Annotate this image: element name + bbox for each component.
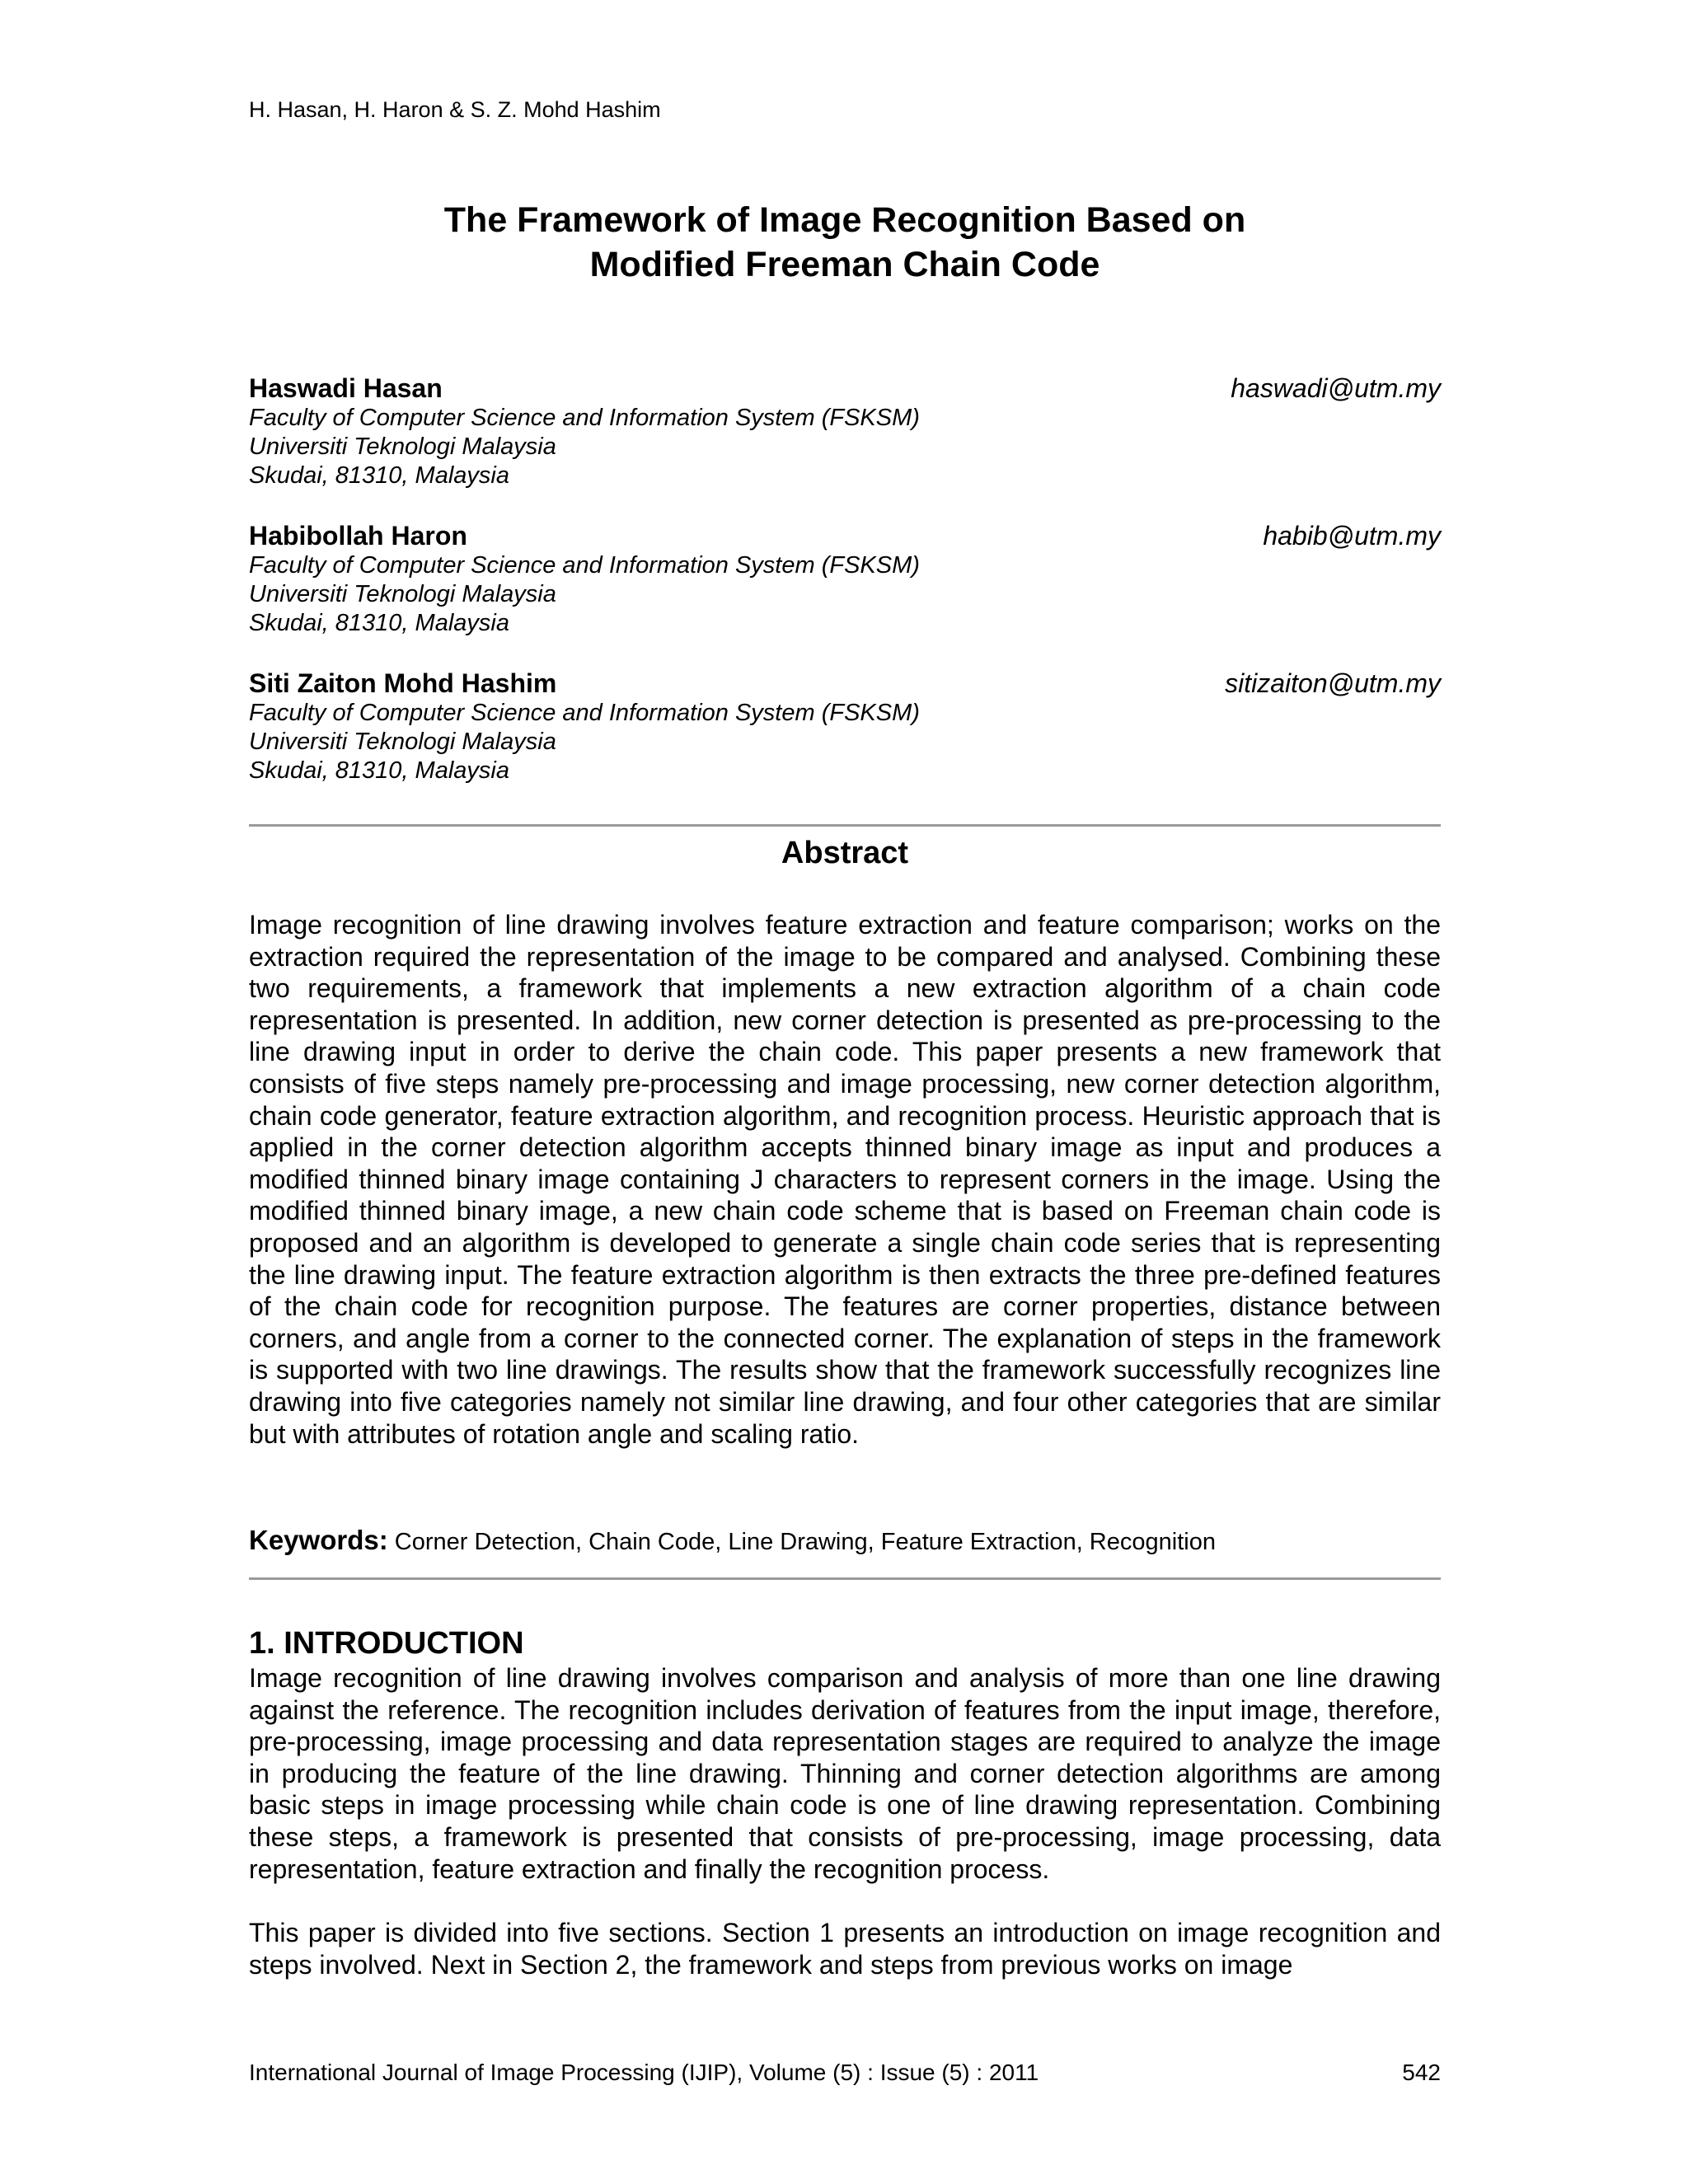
introduction-paragraph-1: Image recognition of line drawing involves comparison and analysis of more than one line drawing against the reference. The recognition includes derivation of features from the input image, therefore, pre-processing, image processing and data representation stages are required to analyze the image in producing the feature of the line drawing. Thinning and corner detection algorithms are among basic steps in image processing while chain code is one of line drawing representation. Combining these steps, a framework is presented that consists of pre-processing, image processing, data representation, feature extraction and finally the recognition process. [249, 1663, 1441, 1884]
author-university: Universiti Teknologi Malaysia [249, 729, 556, 755]
author-address: Skudai, 81310, Malaysia [249, 462, 509, 489]
author-faculty: Faculty of Computer Science and Information System (FSKSM) [249, 700, 920, 726]
author-university: Universiti Teknologi Malaysia [249, 581, 556, 607]
page-number: 542 [1402, 2060, 1441, 2085]
author-block [249, 373, 1441, 490]
keywords [249, 1525, 1441, 1558]
author-address: Skudai, 81310, Malaysia [249, 610, 509, 636]
paper-title [249, 198, 1441, 287]
abstract-heading: Abstract [781, 836, 909, 870]
keywords-text: Corner Detection, Chain Code, Line Drawing, Feature Extraction, Recognition [394, 1529, 1216, 1555]
author-list [249, 373, 1441, 815]
author-email[interactable]: habib@utm.my [1263, 521, 1441, 551]
author-address: Skudai, 81310, Malaysia [249, 757, 509, 784]
author-faculty: Faculty of Computer Science and Information System (FSKSM) [249, 552, 920, 579]
abstract-text: Image recognition of line drawing involves feature extraction and feature comparison; works on the extraction required the representation of the image to be compared and analysed. Combining these two requirements, a framework that implements a new extraction algorithm of a chain code representation is presented. In addition, new corner detection is presented as pre-processing to the line drawing input in order to derive the chain code. This paper presents a new framework that consists of five steps namely pre-processing and image processing, new corner detection algorithm, chain code generator, feature extraction algorithm, and recognition process. Heuristic approach that is applied in the corner detection algorithm accepts thinned binary image as input and produces a modified thinned binary image containing J characters to represent corners in the image. Using the modified thinned binary image, a new chain code scheme that is based on Freeman chain code is proposed and an algorithm is developed to generate a single chain code series that is representing the line drawing input. The feature extraction algorithm is then extracts the three pre-defined features of the chain code for recognition purpose. The features are corner properties, distance between corners, and angle from a corner to the connected corner. The explanation of steps in the framework is supported with two line drawings. The results show that the framework successfully recognizes line drawing into five categories namely not similar line drawing, and four other categories that are similar but with attributes of rotation angle and scaling ratio. [249, 910, 1441, 1449]
author-university: Universiti Teknologi Malaysia [249, 434, 556, 460]
author-block [249, 668, 1441, 785]
author-faculty: Faculty of Computer Science and Information System (FSKSM) [249, 405, 920, 431]
divider-bottom [249, 1577, 1441, 1580]
author-name: Habibollah Haron [249, 521, 467, 551]
author-name: Siti Zaiton Mohd Hashim [249, 668, 557, 698]
running-head: H. Hasan, H. Haron & S. Z. Mohd Hashim [249, 97, 661, 122]
paper-title-line-2: Modified Freeman Chain Code [589, 245, 1100, 284]
introduction-paragraph-2: This paper is divided into five sections. Section 1 presents an introduction on image recognition and steps involved. Next in Section 2, the framework and steps from previous works on image [249, 1918, 1441, 1980]
section-heading-introduction: 1. INTRODUCTION [249, 1626, 524, 1661]
paper-title-line-1: The Framework of Image Recognition Based on [443, 200, 1246, 240]
author-name: Haswadi Hasan [249, 373, 443, 403]
author-email[interactable]: haswadi@utm.my [1231, 373, 1441, 403]
keywords-label: Keywords: [249, 1525, 388, 1555]
footer-journal: International Journal of Image Processing (IJIP), Volume (5) : Issue (5) : 2011 [249, 2060, 1039, 2085]
author-block [249, 520, 1441, 638]
author-email[interactable]: sitizaiton@utm.my [1225, 668, 1441, 698]
divider-top [249, 824, 1441, 827]
